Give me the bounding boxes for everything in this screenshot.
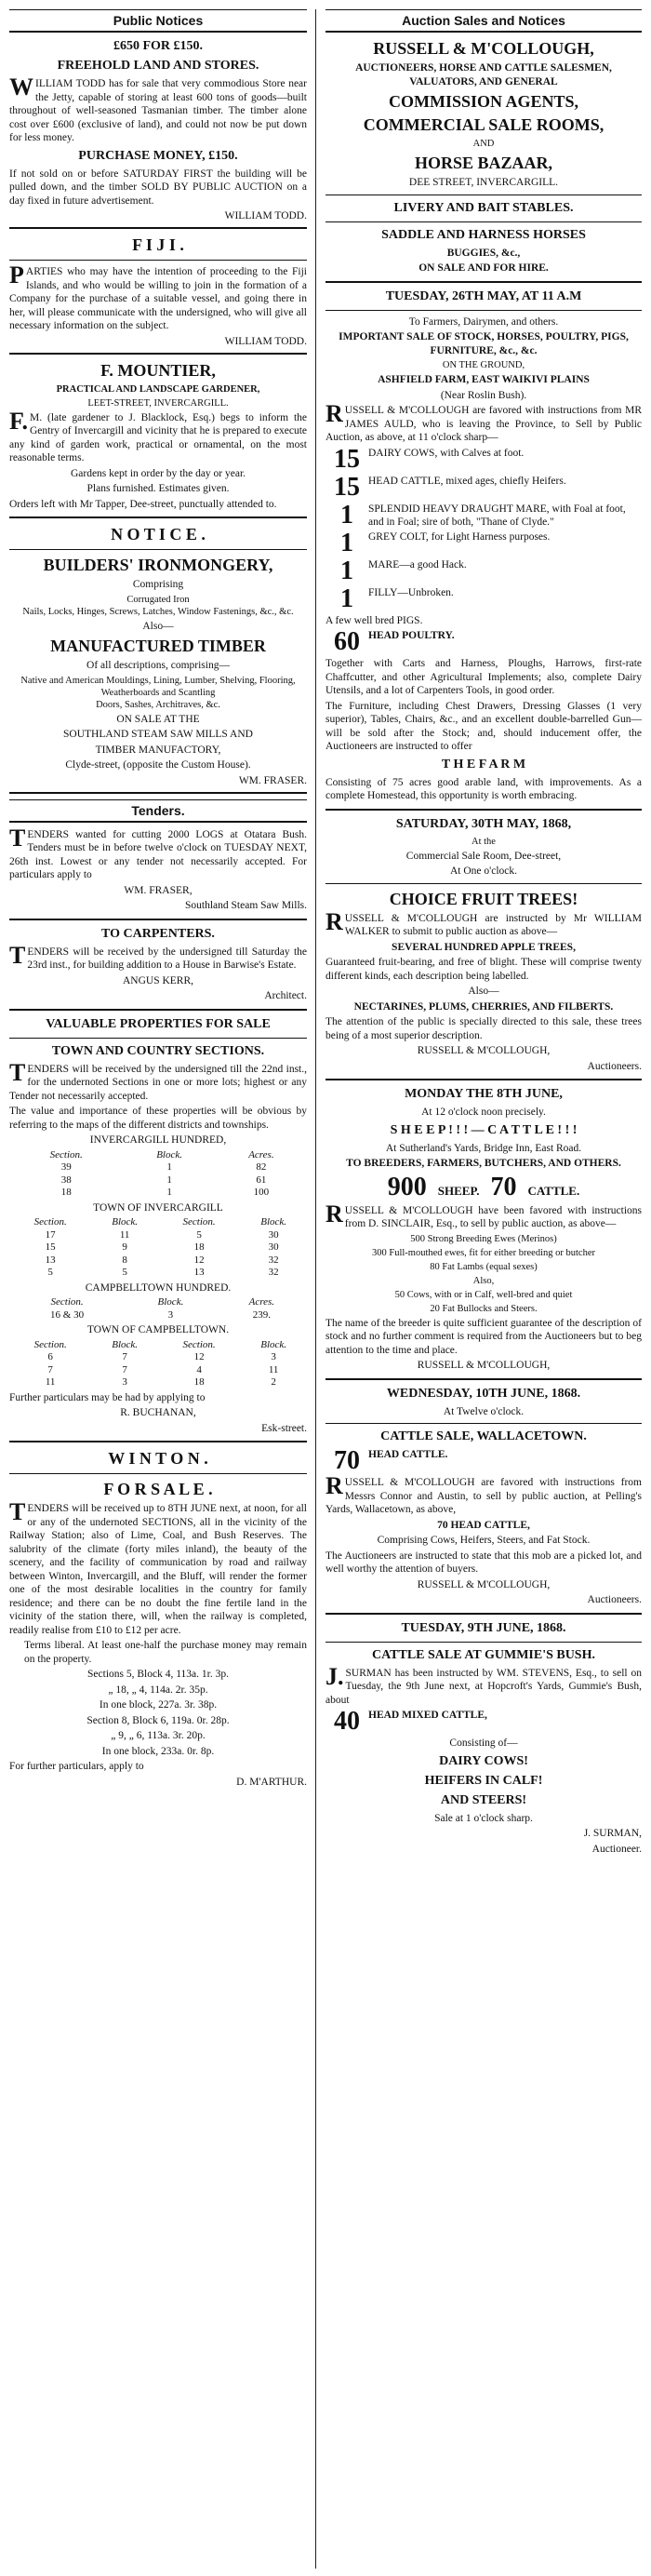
dairy-cows: DAIRY COWS! [439,1753,528,1768]
gummies-consisting: Consisting of— [449,1737,518,1749]
the-farm: T H E F A R M [441,757,526,771]
tuesday-date: TUESDAY, 26TH MAY, AT 11 A.M [385,288,582,303]
gummies-body: J.SURMAN has been instructed by WM. STEVENS, Esq., to sell on Tuesday, the 9th June next, at Hopcroft's Yards, Gummie's Bush, about [326,1662,642,1706]
tuesday-furniture: The Furniture, including Chest Drawers, Dressing Glasses (1 very superior), Tables, Chairs, &c., and an excellent double-barrelled Gun—will be sold after the Stock; and, should inducement offer, the Auctioneers are instructed to offer [326,700,642,752]
list-item: 15 HEAD CATTLE, mixed ages, chiefly Heifers. [334,472,566,502]
tender-logs-body: TENDERS wanted for cutting 2000 LOGS at Otatara Bush. Tenders must be in before twelve o'clock on TUESDAY NEXT, 26th inst. Lowest or any tender not necessarily accepted. For particulars apply to [9,824,307,880]
saw-mills: SOUTHLAND STEAM SAW MILLS AND [63,729,253,740]
wednesday-note: The Auctioneers are instructed to state that this mob are a picked lot, and well worthy the attention of buyers. [326,1550,642,1575]
tuesday-ground: ON THE GROUND, [442,360,525,370]
table-row: 5 5 13 32 [47,1267,279,1278]
table-row: 11 3 18 2 [45,1376,276,1388]
livery-stables: LIVERY AND BAIT STABLES. [393,200,574,215]
saturday-at: At the [472,836,496,847]
campbell-title: CAMPBELLTOWN HUNDRED. [85,1281,232,1294]
tenders-header: Tenders. [9,799,307,823]
choice-fruit-trees: CHOICE FRUIT TREES! [389,889,578,908]
saturday-sale-ad [326,816,642,1074]
wednesday-sig2: Auctioneers. [587,1594,642,1605]
farm-body: Consisting of 75 acres good arable land, with improvements. As a complete Homestead, this opportunity is worth embracing. [326,776,642,801]
sheep-cattle-counts: 900 SHEEP. 70 CATTLE. [387,1172,580,1201]
and-steers: AND STEERS! [440,1792,527,1807]
mountier-title: F. MOUNTIER, [100,360,216,380]
table-row: 15 9 18 30 [45,1241,279,1253]
saturday-time: At One o'clock. [449,865,517,877]
winton-terms: Terms liberal. At least one-half the purchase money may remain on the property. [24,1640,307,1665]
ctown-title: TOWN OF CAMPBELLTOWN. [86,1324,230,1335]
monday-yards: At Sutherland's Yards, Bridge Inn, East Road. [385,1142,582,1154]
russell-address: DEE STREET, INVERCARGILL. [408,177,559,188]
winton-lot1b: „ 18, „ 4, 114a. 2r. 35p. [108,1684,208,1696]
monday-to: TO BREEDERS, FARMERS, BUTCHERS, AND OTHERS. [346,1158,621,1169]
list-item: 500 Strong Breeding Ewes (Merinos) [410,1233,557,1244]
wallacetown-title: CATTLE SALE, WALLACETOWN. [380,1429,587,1443]
buggies: BUGGIES, &c., [446,247,521,259]
valuable-body: TENDERS will be received by the undersigned till the 22nd inst., for the undernoted Sections in one or more lots; highest or any Tender not necessarily accepted. [9,1058,307,1102]
monday-time: At 12 o'clock noon precisely. [421,1107,546,1118]
campbell-table: Section. Block. Acres. 16 & 30 3 239. [9,1296,307,1322]
saturday-sig2: Auctioneers. [587,1060,642,1072]
saturday-attention: The attention of the public is specially directed to this sale, these trees being of a most superior description. [326,1016,642,1041]
russell-line4: COMMERCIAL SALE ROOMS, [363,115,604,134]
tuesday-near: (Near Roslin Bush). [440,389,527,401]
wednesday-date: WEDNESDAY, 10TH JUNE, 1868. [386,1386,581,1401]
valuable-sig1: R. BUCHANAN, [120,1407,196,1418]
saturday-room: Commercial Sale Room, Dee-street, [405,850,562,862]
notice-signature: WM. FRASER. [238,774,307,786]
saturday-also: Also— [468,986,499,997]
pigs: A few well bred PIGS. [326,614,423,626]
ironmongery-items: Corrugated Iron Nails, Locks, Hinges, Screws, Latches, Window Fastenings, &c., &c. [22,594,294,617]
purchase-money: PURCHASE MONEY, £150. [78,148,238,163]
saturday-sig: RUSSELL & M'COLLOUGH, [417,1045,551,1056]
on-sale-hire: ON SALE AND FOR HIRE. [418,262,549,274]
valuable-body2: The value and importance of these properties will be obvious by referring to the maps of the different districts and townships. [9,1106,307,1131]
fiji-body: PARTIES who may have the intention of proceeding to the Fiji Islands, and who would be willing to join in the formation of a Company for the purchase of a suitable vessel, and going there in her, will please communicate with the undersigned, who will give all necessary information on the subject. [9,262,307,331]
list-item: 300 Full-mouthed ewes, fit for either breeding or butcher [372,1247,595,1258]
clyde-street: Clyde-street, (opposite the Custom House). [65,759,251,771]
gummies-sale-ad [326,1620,642,1857]
left-column [9,9,307,2569]
hundred-title: INVERCARGILL HUNDRED, [89,1134,227,1146]
timber-factory: TIMBER MANUFACTORY, [95,744,221,756]
russell-line3: COMMISSION AGENTS, [388,92,579,111]
table-row: 38 1 61 [60,1174,267,1186]
tender-logs-sig1: WM. FRASER, [124,884,193,896]
manufactured-timber: MANUFACTURED TIMBER [50,637,266,655]
tuesday-sale-ad [326,288,642,803]
heifers-in-calf: HEIFERS IN CALF! [424,1773,543,1788]
monday-body: RUSSELL & M'COLLOUGH have been favored with instructions from D. SINCLAIR, Esq., to sell by public auction, as above— [326,1200,642,1229]
list-item: 20 Fat Bullocks and Steers. [430,1303,538,1314]
notice-title: N O T I C E . [111,525,206,543]
list-item: 1 FILLY—Unbroken. [340,584,454,613]
table-row: 13 8 12 32 [45,1254,279,1266]
public-notices-header: Public Notices [9,9,307,33]
valuable-properties-ad [9,1016,307,1436]
russell-and: AND [472,139,495,149]
winton-ad [9,1448,307,1789]
tender-logs-sig2: Southland Steam Saw Mills. [185,900,307,911]
valuable-title1: VALUABLE PROPERTIES FOR SALE [46,1016,271,1031]
carpenters-title: TO CARPENTERS. [101,926,215,941]
gummies-title: CATTLE SALE AT GUMMIE'S BUSH. [371,1647,595,1662]
winton-further: For further particulars, apply to [9,1761,144,1772]
russell-line2: AUCTIONEERS, HORSE AND CATTLE SALESMEN, VALUATORS, AND GENERAL [355,62,612,87]
hundred-table: Section. Block. Acres. 39 1 82 38 1 61 18 1 100 [9,1149,307,1200]
gummies-sig2: Auctioneer. [591,1843,642,1855]
gummies-time: Sale at 1 o'clock sharp. [434,1812,533,1824]
valuable-further: Further particulars may be had by applying to [9,1391,206,1403]
table-row: 7 7 4 11 [47,1363,279,1375]
nectarines: NECTARINES, PLUMS, CHERRIES, AND FILBERTS. [353,1000,614,1013]
list-item: 1 GREY COLT, for Light Harness purposes. [340,528,551,557]
saddle-horses: SADDLE AND HARNESS HORSES [381,227,586,242]
wednesday-comprising: Comprising Cows, Heifers, Steers, and Fat Stock. [377,1535,591,1546]
wednesday-body: RUSSELL & M'COLLOUGH are favored with instructions from Messrs Connor and Austin, to sell by public auction, at Pelling's Yards, Wallacetown, as above, [326,1472,642,1515]
list-item: 80 Fat Lambs (equal sexes) [430,1261,538,1272]
freehold-price: £650 FOR £150. [113,39,204,53]
wednesday-time: At Twelve o'clock. [443,1405,525,1417]
saturday-desc: Guaranteed fruit-bearing, and free of blight. These will comprise twenty different kinds, each description being labelled. [326,957,642,982]
freehold-signature: WILLIAM TODD. [224,210,307,221]
winton-body: TENDERS will be received up to 8TH JUNE next, at noon, for all or any of the undernoted SECTIONS, all in the vicinity of the Railway Station; also of Lime, Coal, and Bush Reserves. The salubrity of the climate (forty miles inland), the beauty of the scenery, and the facility of communication by road and railway between Winton, Invercargill, and the Bluff, will render the former one of the most desirable localities in the country for family residence; and there can be no doubt the fine fertile land in the vicinity of the station there, will, when the railway is completed, readily realise from £10 to £12 per acre. [9,1498,307,1636]
monday-sig: RUSSELL & M'COLLOUGH, [417,1360,551,1371]
table-row: 39 1 82 [60,1161,267,1173]
builders-ironmongery: BUILDERS' IRONMONGERY, [43,556,273,574]
sheep-cattle: S H E E P ! ! ! — C A T T L E ! ! ! [390,1122,578,1137]
mountier-subtitle: PRACTICAL AND LANDSCAPE GARDENER, [56,383,260,395]
carpenters-ad [9,926,307,1003]
valuable-sig2: Esk-street. [261,1422,307,1434]
wednesday-sig: RUSSELL & M'COLLOUGH, [417,1578,551,1590]
winton-signature: D. M'ARTHUR. [236,1776,307,1788]
ashfield-farm: ASHFIELD FARM, EAST WAIKIVI PLAINS [378,374,590,385]
fiji-signature: WILLIAM TODD. [224,335,307,347]
wednesday-sale-ad [326,1386,642,1607]
winton-lot2a: Section 8, Block 6, 119a. 0r. 28p. [86,1714,230,1726]
mountier-address: LEET-STREET, INVERCARGILL. [87,397,229,409]
freehold-title: FREEHOLD LAND AND STORES. [57,59,259,73]
freehold-body: WILLIAM TODD has for sale that very commodious Store near the Jetty, capable of storing at least 600 tons of goods—built throughout of well-seasoned Tasmanian timber. The timber alone cost over £600 (exclusive of land), and could not now be put down for less money. [9,74,307,143]
carpenters-body: TENDERS will be received by the undersigned till Saturday the 23rd inst., for building addition to a House in Barwise's Estate. [9,941,307,971]
town-title: TOWN OF INVERCARGILL [93,1201,223,1214]
monday-date: MONDAY THE 8TH JUNE, [405,1087,563,1101]
winton-lot2c: In one block, 233a. 0r. 8p. [101,1745,215,1757]
apple-trees: SEVERAL HUNDRED APPLE TREES, [392,941,576,953]
notice-also: Also— [142,620,174,632]
list-item: Also, [472,1275,495,1286]
mountier-line3: Orders left with Mr Tapper, Dee-street, punctually attended to. [9,498,277,510]
notice-comprising: Comprising [132,579,184,590]
notice-ad [9,524,307,786]
list-item: 60 HEAD POULTRY. [334,627,455,656]
mountier-ad [9,360,307,512]
carpenters-sig2: Architect. [264,990,307,1001]
tuesday-sale: IMPORTANT SALE OF STOCK, HORSES, POULTRY, PIGS, FURNITURE, &c., &c. [339,331,629,356]
saturday-date: SATURDAY, 30TH MAY, 1868, [395,816,572,831]
table-row: 18 1 100 [60,1187,270,1198]
tuesday-to: To Farmers, Dairymen, and others. [408,315,559,328]
town-table: Section. Block. Section. Block. 17 11 5 30 15 9 18 30 13 8 12 32 5 5 13 32 [9,1216,307,1280]
carpenters-sig1: ANGUS KERR, [122,974,194,986]
mixed-cattle-count: 40 HEAD MIXED CATTLE, [334,1707,487,1736]
saturday-body: RUSSELL & M'COLLOUGH are instructed by Mr WILLIAM WALKER to submit to public auction as above— [326,907,642,937]
valuable-title2: TOWN AND COUNTRY SECTIONS. [51,1043,265,1058]
russell-title: RUSSELL & M'COLLOUGH, [373,39,594,58]
wednesday-repeat: 70 HEAD CATTLE, [437,1519,530,1531]
tender-logs-ad [9,824,307,913]
freehold-ad [9,38,307,221]
fiji-ad [9,235,307,347]
ctown-table: Section. Block. Section. Block. 6 7 12 3 7 7 4 11 11 3 18 2 [9,1339,307,1389]
list-item: 50 Cows, with or in Calf, well-bred and quiet [394,1289,573,1300]
russell-ad [326,38,642,275]
list-item: 1 SPLENDID HEAVY DRAUGHT MARE, with Foal at foot, and in Foal; sire of both, "Thane of Clyde." [340,500,626,530]
horse-bazaar: HORSE BAZAAR, [414,154,553,172]
winton-lot1a: Sections 5, Block 4, 113a. 1r. 3p. [87,1669,229,1680]
tuesday-together: Together with Carts and Harness, Ploughs, Harrows, first-rate Chaffcutter, and other Agricultural Implements; also, complete Dairy Utensils, and a lot of Carpenters Tools, in good order. [326,658,642,696]
timber-desc: Of all descriptions, comprising— [86,660,230,671]
gummies-date: TUESDAY, 9TH JUNE, 1868. [401,1620,566,1635]
on-sale-at: ON SALE AT THE [116,713,200,725]
mountier-line1: Gardens kept in order by the day or year. [70,467,246,479]
freehold-note: If not sold on or before SATURDAY FIRST the building will be pulled down, and the timber SOLD BY PUBLIC AUCTION on a day fixed in future advertisement. [9,168,307,207]
right-column [326,9,642,2569]
list-item: 15 DAIRY COWS, with Calves at foot. [334,444,525,474]
list-item: 1 MARE—a good Hack. [340,556,467,585]
winton-lot2b: „ 9, „ 6, 113a. 3r. 20p. [111,1730,206,1741]
timber-items: Native and American Mouldings, Lining, Lumber, Shelving, Flooring, Weatherboards and Scantling Doors, Sashes, Architraves, &c. [20,675,296,710]
monday-note: The name of the breeder is quite sufficient guarantee of the description of stock and no further comment is required from the Auctioneers but to beg attention to the time and place. [326,1317,642,1356]
winton-title: W I N T O N . [108,1449,208,1468]
table-row: 6 7 12 3 [47,1351,276,1362]
fiji-title: F I J I . [132,235,184,254]
gummies-sig: J. SURMAN, [583,1828,642,1839]
table-row: 16 & 30 3 239. [50,1308,271,1321]
mountier-body: F.M. (late gardener to J. Blacklock, Esq.) begs to inform the Gentry of Invercargill and vicinity that he is prepared to execute any kind of garden work, practical or ornamental, on the most reasonable terms. [9,407,307,463]
column-divider [315,9,316,2569]
auction-sales-header: Auction Sales and Notices [326,9,642,33]
head-cattle-count: 70 HEAD CATTLE. [334,1446,448,1475]
winton-lot1c: In one block, 227a. 3r. 38p. [99,1699,218,1711]
winton-for-sale: F O R S A L E . [103,1480,213,1498]
table-row: 17 11 5 30 [45,1228,279,1241]
tuesday-body: RUSSELL & M'COLLOUGH are favored with instructions from MR JAMES AULD, who is leaving the Province, to Sell by Public Auction, as above, at 11 o'clock sharp— [326,400,642,443]
mountier-line2: Plans furnished. Estimates given. [86,483,230,494]
monday-sale-ad [326,1086,642,1373]
